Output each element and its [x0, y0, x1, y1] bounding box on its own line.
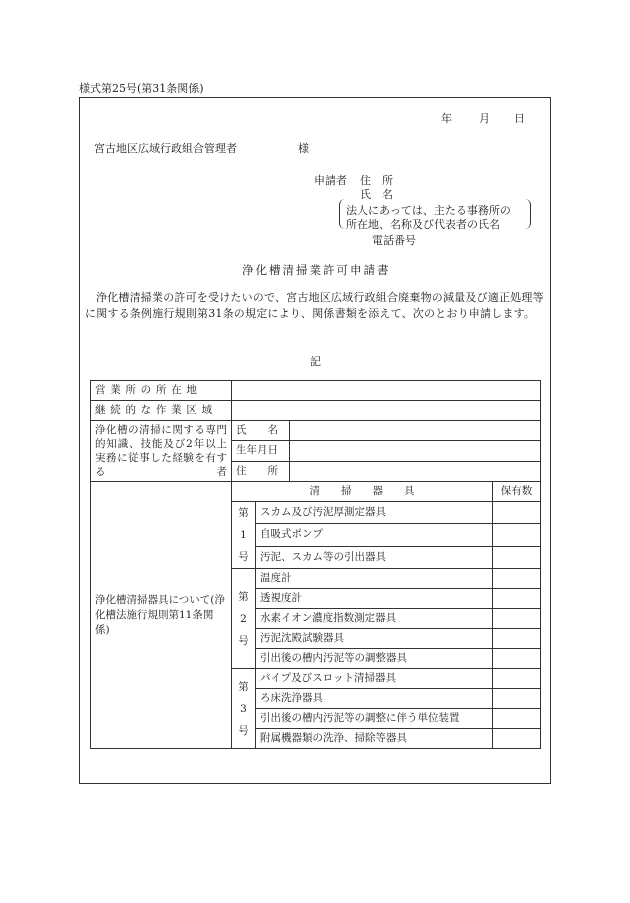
possession-field[interactable] — [493, 524, 541, 546]
applicant-label: 申請者 — [314, 174, 347, 187]
person-birthdate-field[interactable] — [290, 441, 541, 461]
applicant-phone-label: 電話番号 — [372, 234, 416, 247]
office-location-field[interactable] — [232, 381, 541, 401]
person-name-label: 氏 名 — [232, 421, 290, 441]
possession-field[interactable] — [493, 502, 541, 524]
possession-field[interactable] — [493, 689, 541, 709]
equipment-item: 汚泥、スカム等の引出器具 — [256, 546, 493, 568]
work-area-field[interactable] — [232, 401, 541, 421]
date-year: 年 — [441, 112, 452, 125]
equipment-item: スカム及び汚泥厚測定器具 — [256, 502, 493, 524]
equipment-item: 附属機器類の洗浄、掃除等器具 — [256, 729, 493, 749]
document-title: 浄化槽清掃業許可申請書 — [242, 263, 391, 277]
form-number: 様式第25号(第31条関係) — [79, 82, 204, 95]
group-3-label: 第 3 号 — [232, 669, 256, 749]
possession-field[interactable] — [493, 669, 541, 689]
person-address-label: 住 所 — [232, 461, 290, 481]
applicant-note-line2: 所在地、名称及び代表者の氏名 — [346, 218, 500, 231]
addressee-honorific: 様 — [298, 142, 309, 155]
possession-field[interactable] — [493, 546, 541, 568]
possession-field[interactable] — [493, 589, 541, 609]
application-table — [90, 380, 541, 749]
addressee-name: 宮古地区広域行政組合管理者 — [94, 142, 237, 155]
ki-label: 記 — [310, 355, 321, 368]
applicant-address-label: 住 所 — [360, 174, 393, 187]
applicant-note-line1: 法人にあっては、主たる事務所の — [346, 204, 511, 217]
date-month: 月 — [479, 112, 490, 125]
equipment-item: 水素イオン濃度指数測定器具 — [256, 609, 493, 629]
equipment-item: 温度計 — [256, 569, 493, 589]
equipment-item: ろ床洗浄器具 — [256, 689, 493, 709]
possession-field[interactable] — [493, 609, 541, 629]
possession-header: 保有数 — [493, 482, 541, 502]
equipment-item: パイプ及びスロット清掃器具 — [256, 669, 493, 689]
work-area-label: 継続的な作業区域 — [91, 401, 232, 421]
equipment-item: 透視度計 — [256, 589, 493, 609]
office-location-label: 営業所の所在地 — [91, 381, 232, 401]
group-2-label: 第 2 号 — [232, 569, 256, 669]
equipment-item: 自吸式ポンプ — [256, 524, 493, 546]
possession-field[interactable] — [493, 649, 541, 669]
group-1-label: 第 1 号 — [232, 502, 256, 569]
equipment-item: 引出後の槽内汚泥等の調整に伴う単位装置 — [256, 709, 493, 729]
equipment-item: 汚泥沈殿試験器具 — [256, 629, 493, 649]
date-day: 日 — [514, 112, 525, 125]
possession-field[interactable] — [493, 709, 541, 729]
applicant-name-label: 氏 名 — [360, 188, 393, 201]
possession-field[interactable] — [493, 629, 541, 649]
possession-field[interactable] — [493, 569, 541, 589]
possession-field[interactable] — [493, 729, 541, 749]
person-name-field[interactable] — [290, 421, 541, 441]
body-text: 浄化槽清掃業の許可を受けたいので、宮古地区広域行政組合廃棄物の減量及び適正処理等に関する条例施行規則第31条の規定により、関係書類を添えて、次のとおり申請します。 — [85, 291, 544, 320]
equipment-item: 引出後の槽内汚泥等の調整器具 — [256, 649, 493, 669]
experience-label: 浄化槽の清掃に関する専門的知識、技能及び2年以上実務に従事した経験を有する者 — [91, 421, 232, 482]
equipment-label: 浄化槽清掃器具について(浄化槽法施行規則第11条関係) — [91, 482, 232, 749]
person-birthdate-label: 生年月日 — [232, 441, 290, 461]
equipment-header: 清 掃 器 具 — [232, 482, 493, 502]
person-address-field[interactable] — [290, 461, 541, 481]
